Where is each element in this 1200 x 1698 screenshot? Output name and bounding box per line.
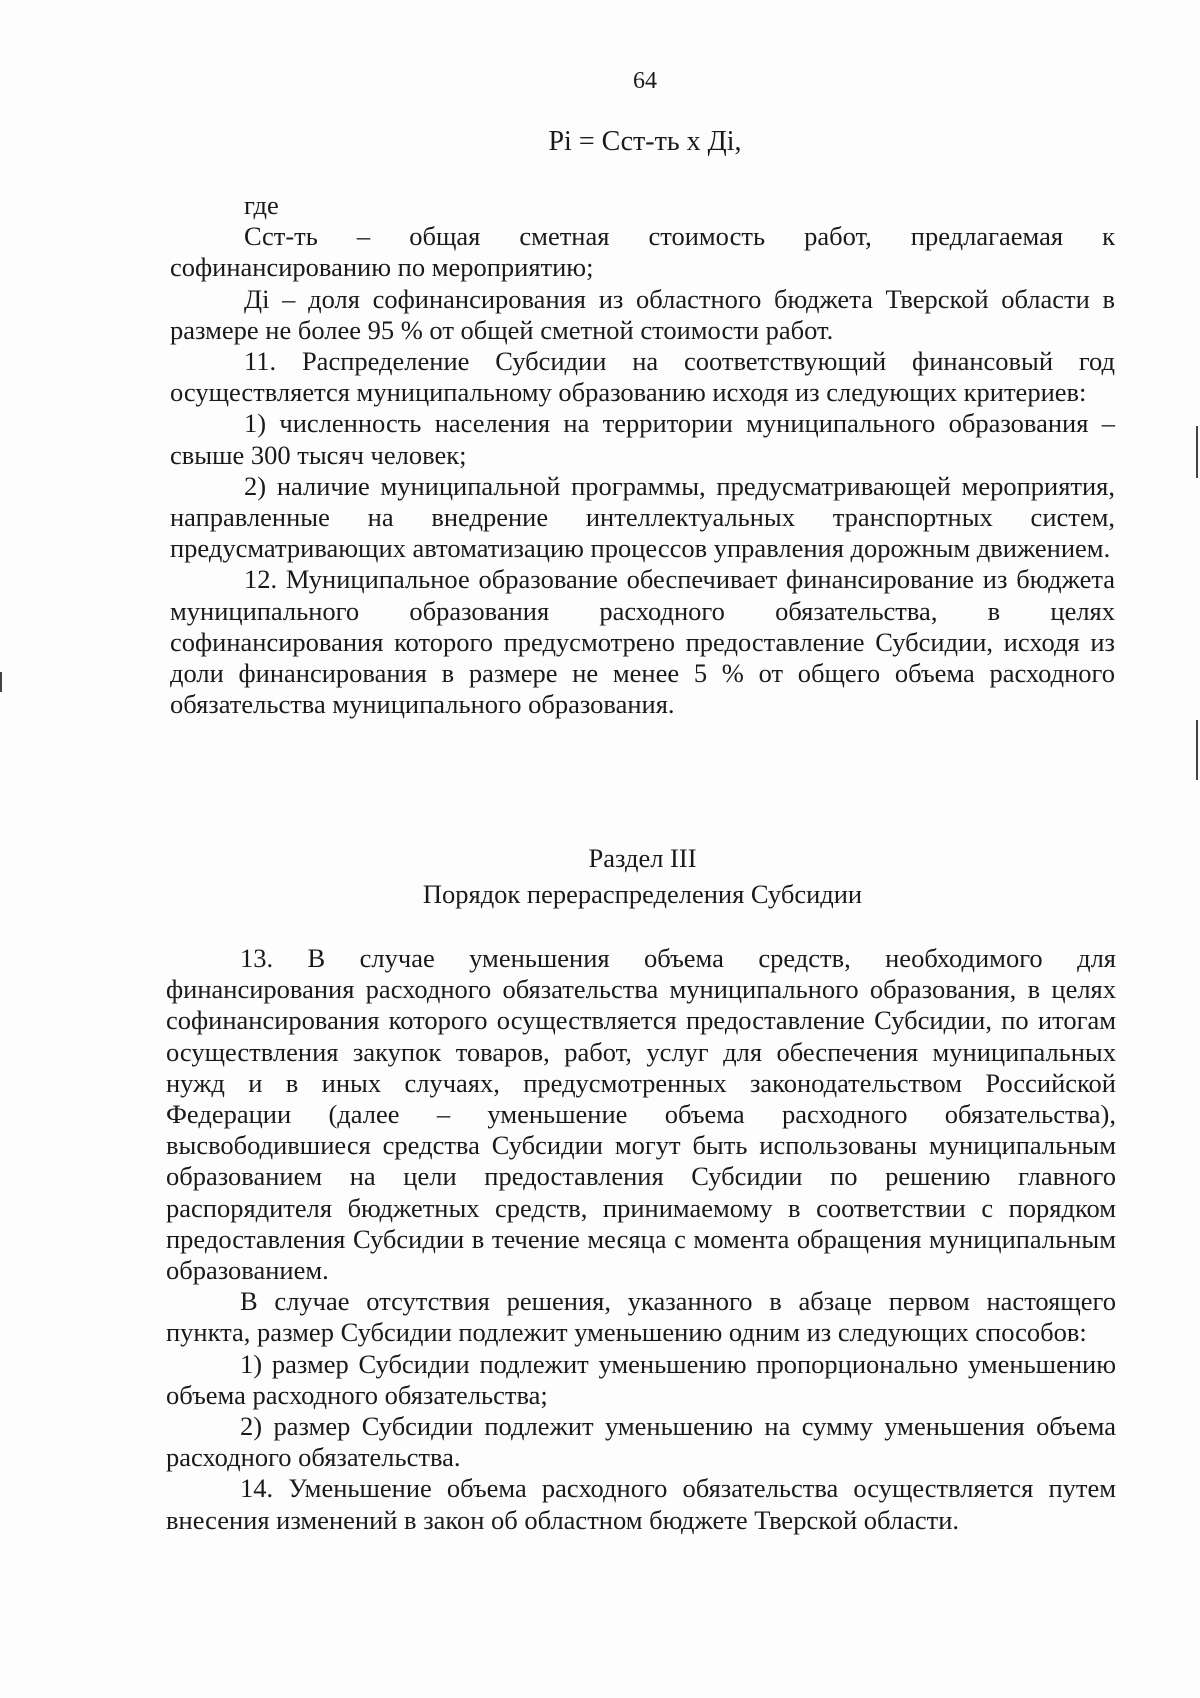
section-number: Раздел III [588, 843, 697, 873]
scan-edge-mark [1196, 720, 1198, 780]
clause-12: 12. Муниципальное образование обеспечивает финансирование из бюджета муниципального образования расходного обязательства, в целях софинансирования которого предусмотрено предоставление Субсидии, исходя из доли финансирования в размере не менее 5 % от общего объема расходного обязательства муниципального образования. [170, 564, 1115, 720]
section-title: Порядок перераспределения Субсидии [422, 879, 863, 909]
clause-11-item-1: 1) численность населения на территории муниципального образования – свыше 300 тысяч человек; [170, 408, 1115, 470]
clause-13-item-1: 1) размер Субсидии подлежит уменьшению пропорционально уменьшению объема расходного обязательства; [166, 1348, 1116, 1410]
clause-13-item-2: 2) размер Субсидии подлежит уменьшению на сумму уменьшения объема расходного обязательства. [166, 1411, 1116, 1473]
clause-11-intro: 11. Распределение Субсидии на соответствующий финансовый год осуществляется муниципальному образованию исходя из следующих критериев: [170, 346, 1115, 408]
text-block-lower [166, 943, 1116, 1536]
definition-sst: Сст-ть – общая сметная стоимость работ, предлагаемая к софинансированию по мероприятию; [170, 221, 1115, 283]
clause-11-item-2: 2) наличие муниципальной программы, предусматривающей мероприятия, направленные на внедрение интеллектуальных транспортных систем, предусматривающих автоматизацию процессов управления дорожным движением. [170, 470, 1115, 564]
text-block-upper [170, 190, 1115, 720]
definition-di: Дi – доля софинансирования из областного бюджета Тверской области в размере не более 95 % от общей сметной стоимости работ. [170, 283, 1115, 345]
scan-edge-mark [1196, 426, 1198, 478]
page-number: 64 [633, 68, 657, 94]
where-label: где [244, 190, 279, 220]
scan-edge-mark [0, 672, 2, 692]
subsidy-formula: Рi = Сст-ть х Дi, [548, 126, 742, 157]
clause-13-main: 13. В случае уменьшения объема средств, необходимого для финансирования расходного обязательства муниципального образования, в целях софинансирования которого осуществляется предоставление Субсидии, по итогам осуществления закупок товаров, работ, услуг для обеспечения муниципальных нужд и в иных случаях, предусмотренных законодательством Российской Федерации (далее – уменьшение объема расходного обязательства), высвободившиеся средства Субсидии могут быть использованы муниципальным образованием на цели предоставления Субсидии по решению главного распорядителя бюджетных средств, принимаемому в соответствии с порядком предоставления Субсидии в течение месяца с момента обращения муниципальным образованием. [166, 943, 1116, 1286]
clause-14: 14. Уменьшение объема расходного обязательства осуществляется путем внесения изменений в закон об областном бюджете Тверской области. [166, 1473, 1116, 1535]
clause-13-absent-decision: В случае отсутствия решения, указанного в абзаце первом настоящего пункта, размер Субсидии подлежит уменьшению одним из следующих способов: [166, 1286, 1116, 1348]
